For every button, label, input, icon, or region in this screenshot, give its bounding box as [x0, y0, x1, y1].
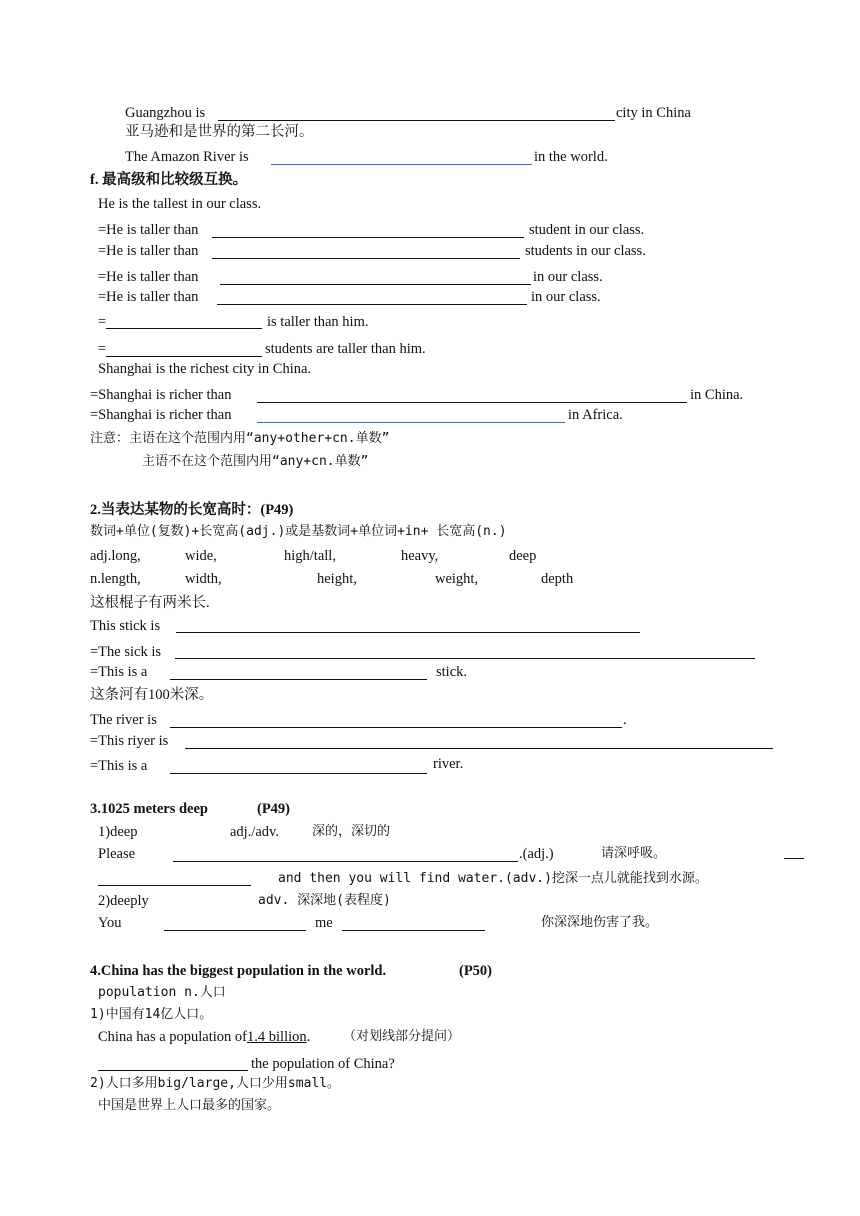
please-chinese: 请深呼吸。: [601, 846, 667, 861]
section-3-heading: 3.1025 meters deep: [90, 801, 208, 817]
stick-row1-prefix: This stick is: [90, 618, 161, 634]
river-row1-suffix: .: [623, 712, 627, 728]
answer-blank-shanghai-2[interactable]: [257, 422, 565, 423]
answer-blank-taller-4[interactable]: [217, 304, 527, 305]
population-item-2-rule: 2)人口多用big/large,人口少用small。: [90, 1076, 341, 1091]
stick-row3-prefix: =This is a: [90, 664, 148, 680]
section-4-heading: 4.China has the biggest population in the world.: [90, 963, 387, 979]
noun-width: width,: [185, 571, 222, 587]
china-population-period: .: [306, 1029, 311, 1045]
taller-row5-suffix: is taller than him.: [267, 314, 369, 330]
adj-long: adj.long,: [90, 548, 141, 564]
tallest-sentence: He is the tallest in our class.: [98, 196, 262, 212]
population-definition: population n.人口: [98, 985, 226, 1000]
section-2-heading: 2.当表达某物的长宽高时：(P49): [90, 502, 294, 518]
deeply-word: 2)deeply: [98, 893, 149, 909]
answer-blank-river-1[interactable]: [170, 727, 622, 728]
population-item-1: 1)中国有14亿人口。: [90, 1007, 213, 1022]
deep-word: 1)deep: [98, 824, 138, 840]
china-population-prefix: China has a population of: [98, 1029, 248, 1045]
answer-blank-taller-2[interactable]: [212, 258, 520, 259]
note-line-1: 注意：主语在这个范围内用“any+other+cn.单数”: [90, 431, 390, 446]
river-row3-prefix: =This is a: [90, 758, 148, 774]
adj-high-tall: high/tall,: [284, 548, 336, 564]
shanghai-row2-prefix: =Shanghai is richer than: [90, 407, 232, 423]
adj-deep: deep: [509, 548, 537, 564]
amazon-suffix: in the world.: [534, 149, 608, 165]
answer-blank-dig[interactable]: [98, 885, 251, 886]
find-water-sentence: and then you will find water.(adv.)挖深一点儿就能找到水源。: [278, 871, 708, 886]
river-chinese-sentence: 这条河有100米深。: [90, 687, 214, 703]
answer-blank-dig-start[interactable]: [784, 858, 804, 859]
hurt-chinese: 你深深地伤害了我。: [541, 915, 659, 930]
shanghai-row2-suffix: in Africa.: [568, 407, 623, 423]
please-word: Please: [98, 846, 136, 862]
taller-row6-suffix: students are taller than him.: [265, 341, 426, 357]
answer-blank-stick-3[interactable]: [170, 679, 427, 680]
noun-depth: depth: [541, 571, 574, 587]
amazon-prefix: The Amazon River is: [125, 149, 249, 165]
taller-row3-prefix: =He is taller than: [98, 269, 199, 285]
adj-wide: wide,: [185, 548, 217, 564]
answer-blank-taller-5[interactable]: [106, 328, 262, 329]
guangzhou-suffix: city in China: [616, 105, 691, 121]
taller-row4-suffix: in our class.: [531, 289, 601, 305]
shanghai-sentence: Shanghai is the richest city in China.: [98, 361, 312, 377]
answer-blank-stick-1[interactable]: [176, 632, 640, 633]
amazon-chinese-sentence: 亚马逊和是世界的第二长河。: [125, 124, 314, 140]
answer-blank-guangzhou[interactable]: [218, 120, 615, 121]
taller-row4-prefix: =He is taller than: [98, 289, 199, 305]
deeply-definition: adv. 深深地(表程度): [258, 893, 391, 908]
answer-blank-population-question[interactable]: [98, 1070, 248, 1071]
noun-height: height,: [317, 571, 357, 587]
answer-blank-please[interactable]: [173, 861, 518, 862]
taller-row5-prefix: =: [98, 314, 107, 330]
section-f-heading: f. 最高级和比较级互换。: [90, 172, 248, 188]
china-population-sentence: [98, 1028, 310, 1046]
guangzhou-prefix: Guangzhou is: [125, 105, 206, 121]
you-word: You: [98, 915, 122, 931]
adj-heavy: heavy,: [401, 548, 439, 564]
note-line-2: 主语不在这个范围内用“any+cn.单数”: [142, 454, 369, 469]
taller-row6-prefix: =: [98, 341, 107, 357]
stick-row2-prefix: =The sick is: [90, 644, 161, 660]
taller-row1-suffix: student in our class.: [529, 222, 645, 238]
taller-row2-prefix: =He is taller than: [98, 243, 199, 259]
taller-row3-suffix: in our class.: [533, 269, 603, 285]
answer-blank-river-3[interactable]: [170, 773, 427, 774]
answer-blank-hurt-1[interactable]: [164, 930, 306, 931]
answer-blank-taller-6[interactable]: [106, 356, 262, 357]
noun-weight: weight,: [435, 571, 479, 587]
answer-blank-taller-3[interactable]: [220, 284, 531, 285]
answer-blank-hurt-2[interactable]: [342, 930, 485, 931]
answer-blank-shanghai-1[interactable]: [257, 402, 687, 403]
stick-chinese-sentence: 这根棍子有两米长.: [90, 595, 210, 611]
population-question-suffix: the population of China?: [251, 1056, 395, 1072]
shanghai-row1-suffix: in China.: [690, 387, 744, 403]
river-row3-suffix: river.: [433, 756, 464, 772]
answer-blank-amazon[interactable]: [271, 164, 532, 165]
taller-row2-suffix: students in our class.: [525, 243, 646, 259]
china-population-note: （对划线部分提问）: [343, 1029, 461, 1044]
section-4-page-ref: (P50): [459, 963, 493, 979]
deep-part-of-speech: adj./adv.: [230, 824, 279, 840]
river-row1-prefix: The river is: [90, 712, 157, 728]
answer-blank-stick-2[interactable]: [175, 658, 755, 659]
river-row2-prefix: =This riyer is: [90, 733, 169, 749]
taller-row1-prefix: =He is taller than: [98, 222, 199, 238]
section-3-page-ref: (P49): [257, 801, 291, 817]
china-population-underlined: 1.4 billion: [247, 1029, 307, 1045]
answer-blank-river-2[interactable]: [185, 748, 773, 749]
please-suffix: .(adj.): [519, 846, 554, 862]
stick-row3-suffix: stick.: [436, 664, 468, 680]
population-item-2-chinese: 中国是世界上人口最多的国家。: [98, 1098, 281, 1113]
shanghai-row1-prefix: =Shanghai is richer than: [90, 387, 232, 403]
dimension-rule: 数词+单位(复数)+长宽高(adj.)或是基数词+单位词+in+ 长宽高(n.): [90, 524, 507, 539]
me-word: me: [315, 915, 333, 931]
noun-length: n.length,: [90, 571, 141, 587]
answer-blank-taller-1[interactable]: [212, 237, 524, 238]
deep-chinese-meaning: 深的，深切的: [312, 824, 391, 839]
